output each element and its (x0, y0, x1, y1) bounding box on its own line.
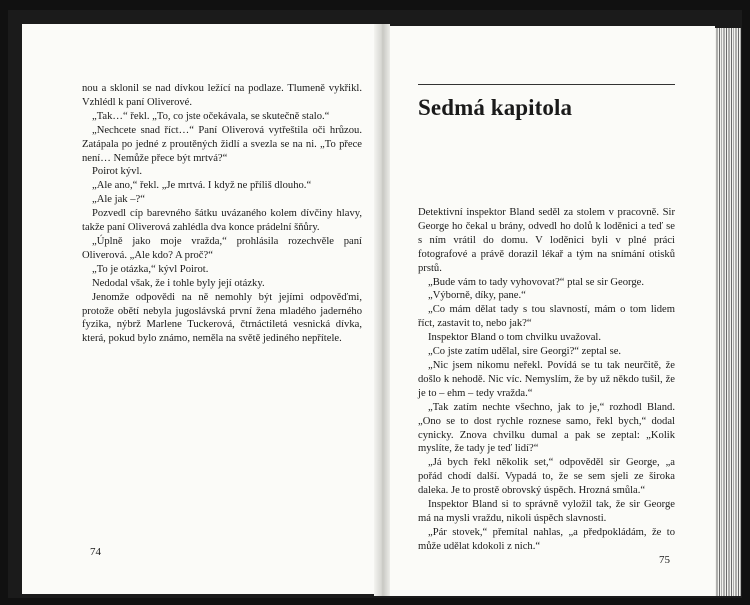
paragraph: Pozvedl cíp barevného šátku uvázaného kolem dívčiny hlavy, takže paní Oliverová zahlédla dva konce prádelní šňůry. (82, 208, 362, 234)
paragraph: „Pár stovek,“ přemítal nahlas, „a předpokládám, že to může udělat kdokoli z nich.“ (418, 526, 675, 552)
page-edges (715, 28, 741, 596)
page-number: 75 (659, 554, 670, 566)
paragraph: „Co mám dělat tady s tou slavností, mám o tom lidem říct, zastavit to, nebo jak?“ (418, 304, 675, 330)
paragraph: „Ale ano,“ řekl. „Je mrtvá. I když ne příliš dlouho.“ (92, 180, 312, 192)
paragraph: Jenomže odpovědi na ně nemohly být jejími odpověďmi, protože obětí nebyla jugoslávská první žena mladého jaderného fyzika, nýbrž Marlene Tuckerová, čtrnáctiletá vesnická dívka, která, pokud bylo známo, neměla na světě jediného nepřítele. (82, 291, 362, 345)
paragraph: Inspektor Bland o tom chvilku uvažoval. (428, 332, 601, 344)
paragraph: „Tak…“ řekl. „To, co jste očekávala, se skutečně stalo.“ (92, 110, 330, 122)
paragraph: Poirot kývl. (92, 166, 143, 178)
paragraph: „Co jste zatím udělal, sire Georgi?“ zeptal se. (428, 346, 622, 358)
chapter-title: Sedmá kapitola (418, 95, 573, 120)
paragraph: „Nic jsem nikomu neřekl. Povídá se tu tak neurčitě, že došlo k nehodě. Nic víc. Nemyslím, že by už někdo tušil, že je to – ehm – tedy vražda.“ (418, 359, 675, 399)
paragraph: „Ale jak –?“ (92, 194, 145, 206)
left-page-text (82, 82, 362, 346)
paragraph: „Výborně, díky, pane.“ (428, 290, 526, 302)
paragraph: „Já bych řekl několik set,“ odpověděl sir George, „a pořád chodí další. Vypadá to, že se sem sjeli ze široka daleka. Je to prostě obrovský úspěch. Hrozná smůla.“ (418, 457, 675, 497)
chapter-rule (418, 84, 675, 85)
right-page (384, 26, 715, 596)
book-gutter (374, 24, 390, 596)
paragraph: „To je otázka,“ kývl Poirot. (92, 263, 209, 275)
paragraph: Detektivní inspektor Bland seděl za stolem v pracovně. Sir George ho čekal u brány, odvedl ho dolů k loděnici a teď se s ním vrátil do domu. V loděnici byli v plné práci fotografové a právě dorazil lékař a tým na snímání otisků prstů. (418, 207, 675, 274)
paragraph: Nedodal však, že i tohle byly její otázky. (92, 277, 265, 289)
paragraph: nou a sklonil se nad dívkou ležící na podlaze. Tlumeně vykřikl. Vzhlédl k paní Oliverové. (82, 83, 362, 108)
book-spread (8, 10, 742, 598)
paragraph: „Tak zatím nechte všechno, jak to je,“ rozhodl Bland. „Ono se to dost rychle roznese samo, řekl bych,“ dodal cynicky. Znova chvilku dumal a pak se zeptal: „Kolik myslíte, že tady je teď lidí?“ (418, 401, 675, 455)
paragraph: „Úplně jako moje vražda,“ prohlásila rozechvěle paní Oliverová. „Ale kdo? A proč?“ (82, 235, 362, 261)
right-page-text (418, 206, 675, 554)
left-page (22, 24, 378, 594)
paragraph: „Bude vám to tady vyhovovat?“ ptal se sir George. (428, 276, 645, 288)
paragraph: Inspektor Bland si to správně vyložil tak, že sir George má na mysli vraždu, nikoli úspěch slavnosti. (418, 499, 675, 524)
paragraph: „Nechcete snad říct…“ Paní Oliverová vytřeštila oči hrůzou. Zatápala po jedné z proutěných židlí a svezla se na ni. „To přece není… Nemůže přece být mrtvá?“ (82, 124, 362, 164)
page-number: 74 (90, 546, 101, 558)
